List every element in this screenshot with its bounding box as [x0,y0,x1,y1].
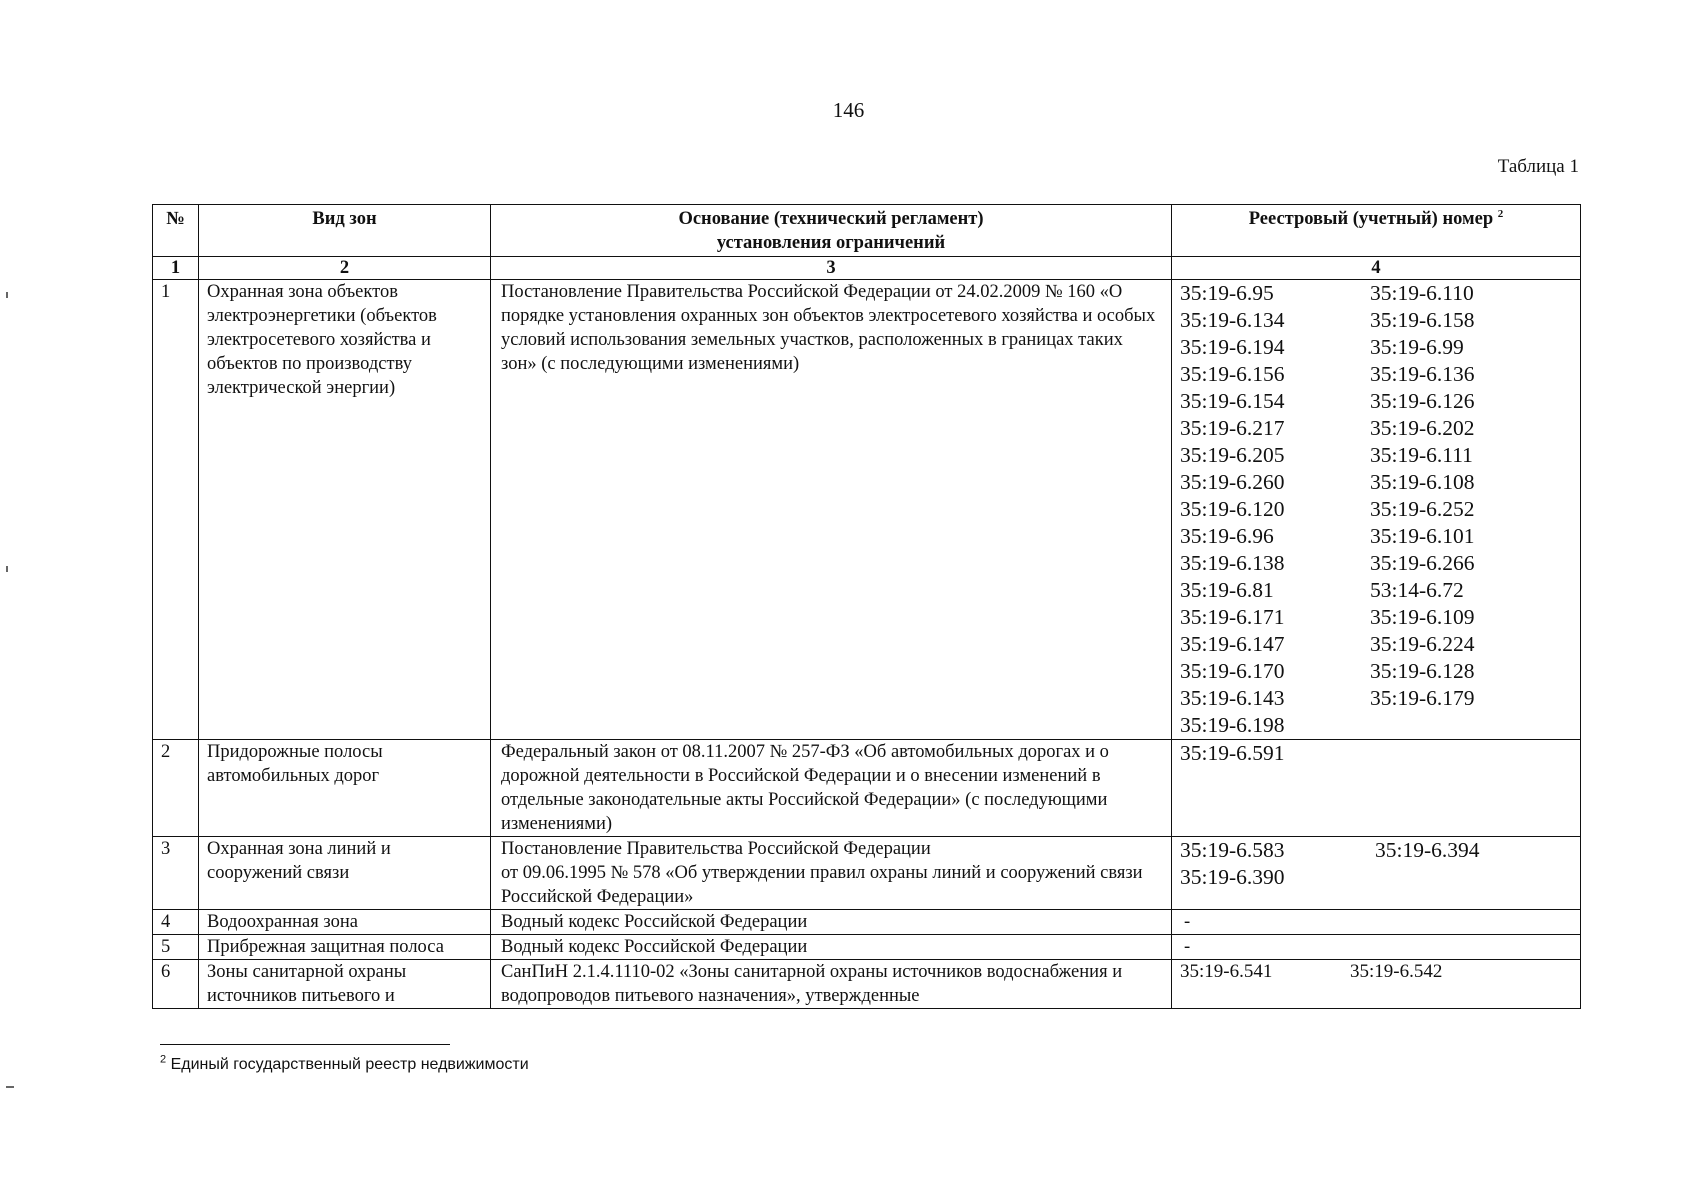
registry-number: 35:19-6.99 [1370,335,1464,359]
row-number: 6 [153,960,199,1009]
registry-number: 35:19-6.143 [1180,686,1285,710]
registry-number: 35:19-6.260 [1180,470,1285,494]
registry-number: 35:19-6.542 [1350,961,1443,982]
registry-number: 35:19-6.101 [1370,524,1475,548]
registry-number: 35:19-6.591 [1180,741,1285,765]
registry-number: 35:19-6.154 [1180,389,1285,413]
registry-number: 35:19-6.179 [1370,686,1475,710]
footnote-separator [160,1044,450,1045]
footnote-ref: 2 [1497,207,1504,220]
basis-cell: СанПиН 2.1.4.1110-02 «Зоны санитарной охраны источников водоснабжения и водопроводов питьевого назначения», утвержденные [491,960,1172,1009]
registry-number: 35:19-6.128 [1370,659,1475,683]
scan-margin-mark [6,292,8,298]
registry-cell [1172,960,1581,1009]
basis-cell: Федеральный закон от 08.11.2007 № 257-ФЗ «Об автомобильных дорогах и о дорожной деятельности в Российской Федерации и о внесении изменений в отдельные законодательные акты Российской Федерации» (с последующими изменениями) [491,740,1172,837]
footnote-text: Единый государственный реестр недвижимости [170,1056,529,1073]
registry-number: 35:19-6.109 [1370,605,1475,629]
table-row [153,837,1581,910]
registry-number: 35:19-6.95 [1180,281,1274,305]
column-number: 2 [199,257,491,280]
registry-number: 35:19-6.224 [1370,632,1475,656]
registry-number: 53:14-6.72 [1370,578,1464,602]
header-zone-type: Вид зон [199,205,491,257]
header-registry-number [1172,205,1581,257]
row-number: 2 [153,740,199,837]
basis-line: Постановление Правительства Российской Федерации [501,839,931,859]
zone-type-cell: Охранная зона линий и сооружений связи [199,837,491,910]
registry-number: 35:19-6.81 [1180,578,1274,602]
registry-number: 35:19-6.202 [1370,416,1475,440]
row-number: 1 [153,280,199,740]
registry-list [1180,837,1572,891]
basis-cell: Постановление Правительства Российской Федерации от 24.02.2009 № 160 «О порядке установления охранных зон объектов электросетевого хозяйства и особых условий использования земельных участков, расположенных в границах таких зон» (с последующими изменениями) [491,280,1172,740]
zone-type-cell: Водоохранная зона [199,910,491,935]
registry-number: 35:19-6.111 [1370,443,1473,467]
registry-number: 35:19-6.108 [1370,470,1475,494]
restrictions-table [152,204,1581,1009]
registry-number: 35:19-6.120 [1180,497,1285,521]
column-number: 4 [1172,257,1581,280]
footnote-marker: 2 [160,1053,167,1066]
registry-cell [1172,740,1581,837]
zone-type-cell: Охранная зона объектов электроэнергетики (объектов электросетевого хозяйства и объектов по производству электрической энергии) [199,280,491,740]
registry-cell [1172,837,1581,910]
registry-number: 35:19-6.394 [1375,838,1480,862]
zone-type-cell: Придорожные полосы автомобильных дорог [199,740,491,837]
registry-number: 35:19-6.138 [1180,551,1285,575]
basis-line: от 09.06.1995 № 578 «Об утверждении правил охраны линий и сооружений связи Российской Федерации» [501,863,1143,907]
scan-margin-mark [6,1086,14,1088]
registry-number: 35:19-6.583 [1180,838,1285,862]
column-number: 3 [491,257,1172,280]
header-basis: Основание (технический регламент) установления ограничений [491,205,1172,257]
zone-type-cell: Зоны санитарной охраны источников питьевого и [199,960,491,1009]
registry-number: 35:19-6.170 [1180,659,1285,683]
header-registry-label: Реестровый (учетный) номер [1248,209,1494,229]
registry-number: 35:19-6.171 [1180,605,1285,629]
scan-margin-mark [6,566,8,572]
registry-number: 35:19-6.194 [1180,335,1285,359]
basis-cell [491,837,1172,910]
registry-number: 35:19-6.134 [1180,308,1285,332]
registry-cell: - [1172,910,1581,935]
registry-number: 35:19-6.96 [1180,524,1274,548]
basis-cell: Водный кодекс Российской Федерации [491,910,1172,935]
registry-number: 35:19-6.156 [1180,362,1285,386]
table-row [153,910,1581,935]
registry-list [1180,280,1572,739]
zone-type-cell: Прибрежная защитная полоса [199,935,491,960]
basis-cell: Водный кодекс Российской Федерации [491,935,1172,960]
table-row [153,935,1581,960]
registry-cell [1172,280,1581,740]
registry-number: 35:19-6.217 [1180,416,1285,440]
registry-number: 35:19-6.252 [1370,497,1475,521]
table-caption: Таблица 1 [1497,156,1579,177]
registry-number: 35:19-6.126 [1370,389,1475,413]
registry-number: 35:19-6.266 [1370,551,1475,575]
column-number-row [153,257,1581,280]
table-header-row [153,205,1581,257]
row-number: 5 [153,935,199,960]
registry-number: 35:19-6.198 [1180,713,1285,737]
header-no: № [153,205,199,257]
row-number: 4 [153,910,199,935]
registry-number: 35:19-6.541 [1180,961,1273,982]
footnote [160,1053,529,1074]
table-row [153,960,1581,1009]
registry-list [1180,740,1572,767]
registry-number: 35:19-6.390 [1180,865,1285,889]
registry-number: 35:19-6.147 [1180,632,1285,656]
registry-number: 35:19-6.205 [1180,443,1285,467]
registry-number: 35:19-6.110 [1370,281,1474,305]
column-number: 1 [153,257,199,280]
row-number: 3 [153,837,199,910]
page-number: 146 [832,98,865,122]
registry-number: 35:19-6.158 [1370,308,1475,332]
table-row [153,740,1581,837]
table-row [153,280,1581,740]
registry-cell: - [1172,935,1581,960]
registry-number: 35:19-6.136 [1370,362,1475,386]
registry-list [1180,960,1572,984]
